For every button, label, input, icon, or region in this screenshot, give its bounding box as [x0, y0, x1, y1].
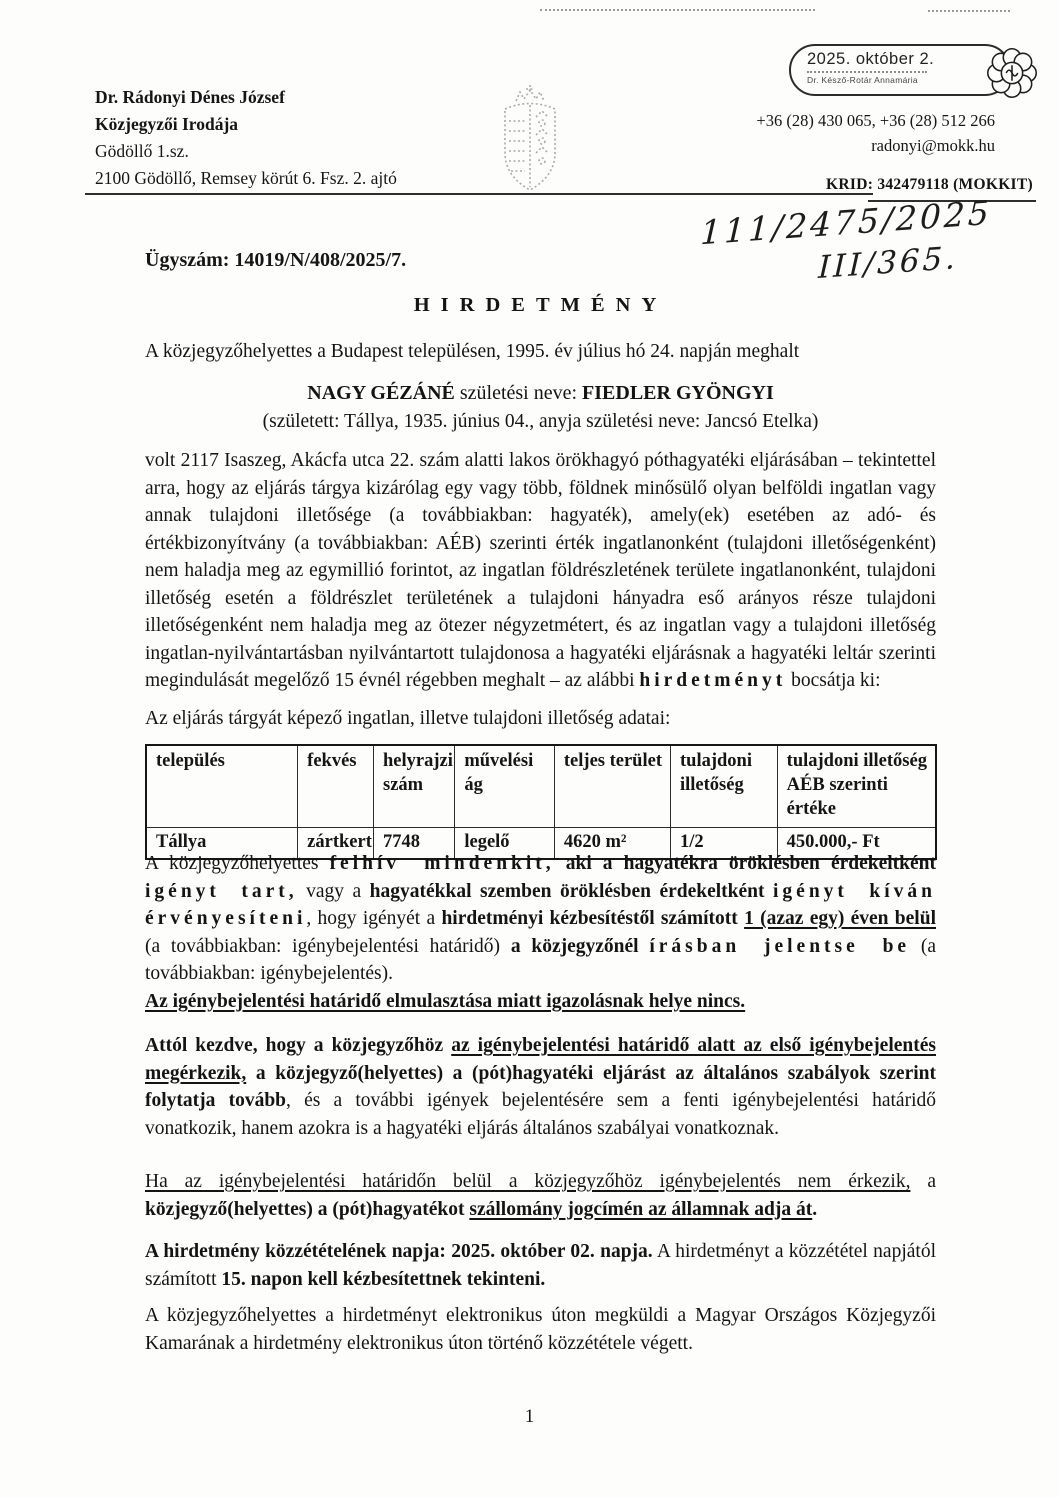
call-text-b: a közjegyzőnél: [510, 935, 650, 957]
ha-state-underlined: szállomány jogcímén az államnak adja át: [469, 1198, 813, 1220]
header-aeb-ertek: tulajdoni illetőség AÉB szerinti értéke: [777, 745, 936, 828]
ha-underlined: Ha az igénybejelentési határidőn belül a közjegyzőhöz igénybejelentés nem érkezik,: [145, 1171, 911, 1192]
publication-date: A hirdetmény közzétételének napja: 2025. október 02. napja.: [145, 1241, 653, 1262]
notary-office-block: [95, 84, 397, 192]
claim-call-paragraph: [145, 850, 936, 988]
deceased-married-name: NAGY GÉZÁNÉ: [307, 382, 455, 404]
attol-text-b2: a közjegyző(helyettes) a (pót)hagyatéki eljárást az általános szabályok szerint folytatja tovább: [145, 1062, 936, 1111]
cell-tulajdoni-illetoseg: 1/2: [671, 828, 778, 860]
case-number: Ügyszám: 14019/N/408/2025/7.: [145, 249, 407, 271]
cell-helyrajzi-szam: 7748: [374, 828, 455, 860]
header-divider: [85, 193, 873, 195]
attol-text-b: Attól kezdve, hogy a közjegyzőhöz: [145, 1035, 452, 1056]
scan-artifact-line: [540, 9, 815, 11]
page-number: 1: [524, 1406, 535, 1427]
date-stamp: [789, 44, 1011, 96]
call-igenyt-tart: igényt tart,: [145, 880, 298, 902]
attol-text: , és a további igények bejelentésére sem a fenti igénybejelentési határidő vonatkozik, hanem azokra is a hagyatéki eljárás általános szabályai vonatkoznak.: [145, 1090, 936, 1139]
stamp-date: 2025. október 2.: [807, 50, 935, 68]
stamp-signer: Dr. Késző-Rotár Annamária: [807, 75, 918, 85]
deceased-name-line: [145, 380, 936, 408]
header-telepules: település: [146, 745, 298, 828]
notary-seal-icon: [981, 42, 1043, 104]
email-address: radonyi@mokk.hu: [871, 136, 995, 155]
closing-paragraph: A közjegyzőhelyettes a hirdetményt elektronikus úton megküldi a Magyar Országos Közjegyzői Kamarának a hirdetmény elektronikus úton történő közzététele végett.: [145, 1305, 936, 1354]
office-title: Közjegyzői Irodája: [95, 114, 239, 134]
notary-name: Dr. Rádonyi Dénes József: [95, 87, 285, 107]
call-text: vagy a: [297, 880, 370, 902]
ha-period: .: [812, 1198, 818, 1220]
ha-text-b: közjegyző(helyettes) a (pót)hagyatékot: [145, 1198, 470, 1220]
contact-block: [756, 108, 995, 158]
call-text: , hogy igényét a: [306, 908, 442, 929]
call-felhiv: felhív mindenkit,: [329, 853, 555, 874]
property-data-intro: Az eljárás tárgyát képező ingatlan, illetve tulajdoni illetőség adatai:: [145, 708, 671, 729]
cell-telepules: Tállya: [146, 828, 298, 860]
call-text: (a továbbiakban: igénybejelentési határidő): [145, 935, 511, 957]
scan-artifact-line: [928, 10, 1010, 12]
no-claim-paragraph: [145, 1168, 936, 1223]
deadline-warning-line: [145, 988, 936, 1016]
call-text-b: aki a hagyatékra öröklésben érdekeltként: [554, 853, 937, 874]
publication-text: A hirdetményt a közzététel napjától számított: [145, 1241, 936, 1290]
call-text-b: hagyatékkal szemben öröklésben érdekeltként: [369, 880, 773, 902]
handwritten-reference-number-2: III/365.: [817, 240, 959, 286]
cell-teljes-terulet: 4620 m²: [554, 828, 670, 860]
property-table: [145, 744, 937, 860]
deceased-birth-name: FIEDLER GYÖNGYI: [582, 382, 774, 404]
birth-details-line: (született: Tállya, 1935. június 04., anyja születési neve: Jancsó Etelka): [262, 411, 819, 432]
call-ervenyesiteni: igényt kíván érvényesíteni: [145, 880, 936, 929]
publication-paragraph: [145, 1238, 936, 1293]
header-muvelesi-ag: művelési ág: [455, 745, 555, 828]
document-title: HIRDETMÉNY: [413, 294, 668, 316]
first-claim-paragraph: [145, 1032, 936, 1142]
intro-paragraph: A közjegyzőhelyettes a Budapest településen, 1995. év július hó 24. napján meghalt: [145, 341, 800, 362]
header-teljes-terulet: teljes terület: [554, 745, 670, 828]
attol-underlined: az igénybejelentési határidő alatt az első igénybejelentés megérkezik,: [145, 1035, 936, 1084]
deadline-warning-text: Az igénybejelentési határidő elmulasztása miatt igazolásnak helye nincs.: [145, 991, 746, 1012]
publication-deadline: 15. napon kell kézbesítettnek tekinteni.: [221, 1268, 546, 1290]
body-hirdetmenyt: hirdetményt: [639, 670, 787, 691]
phone-numbers: +36 (28) 430 065, +36 (28) 512 266: [756, 111, 995, 130]
deceased-name-connector: születési neve:: [454, 382, 583, 404]
cell-muvelesi-ag: legelő: [455, 828, 555, 860]
call-text: (a továbbiakban: igénybejelentés).: [145, 935, 937, 984]
coat-of-arms-icon: [492, 83, 568, 195]
table-header-row: [146, 745, 936, 828]
header-fekves: fekvés: [298, 745, 374, 828]
office-district: Gödöllő 1.sz.: [95, 141, 189, 161]
stamp-dotted-line: [807, 71, 927, 73]
office-address: 2100 Gödöllő, Remsey körút 6. Fsz. 2. ajtó: [95, 168, 397, 188]
body-paragraph: [145, 447, 936, 695]
call-deadline: 1 (azaz egy) éven belül: [744, 908, 936, 929]
krid-number: KRID: 342479118 (MOKKIT): [826, 176, 1033, 193]
call-irasban: írásban jelentse be: [649, 935, 911, 957]
call-text-b: hirdetményi kézbesítéstől számított: [441, 908, 745, 929]
header-helyrajzi-szam: helyrajzi szám: [374, 745, 455, 828]
body-text: volt 2117 Isaszeg, Akácfa utca 22. szám alatti lakos örökhagyó póthagyatéki eljárásában – tekintettel arra, hogy az eljárás tárgya kizárólag egy vagy több, földnek minősülő olyan belföldi ingatlan vagy annak tulajdoni illetősége (a továbbiakban: hagyaték), amely(ek) esetében az adó- és értékbizonyítvány (a továbbiakban: AÉB) szerinti érték ingatlanonként (tulajdoni illetőségenként) nem haladja meg az egymillió forintot, az ingatlan földrészletének területe ingatlanonként, tulajdoni illetőség esetén a földrészlet területének a tulajdoni hányadra eső arányos része tulajdoni illetőségenként nem haladja meg az ötezer négyzetmétert, és az ingatlan vagy a tulajdoni illetőség ingatlan-nyilvántartásban nyilvántartott tulajdonosa a hagyatéki eljárásnak a hagyatéki leltár szerinti megindulását megelőző 15 évnél régebben meghalt – az alábbi: [145, 450, 936, 691]
call-text: A közjegyzőhelyettes: [145, 853, 330, 874]
handwritten-reference-number: 111/2475/2025: [699, 192, 993, 253]
ha-text: a: [910, 1171, 936, 1192]
header-tulajdoni-illetoseg: tulajdoni illetőség: [671, 745, 778, 828]
cell-aeb-ertek: 450.000,- Ft: [777, 828, 936, 860]
body-text-end: bocsátja ki:: [786, 670, 881, 691]
cell-fekves: zártkert: [298, 828, 374, 860]
